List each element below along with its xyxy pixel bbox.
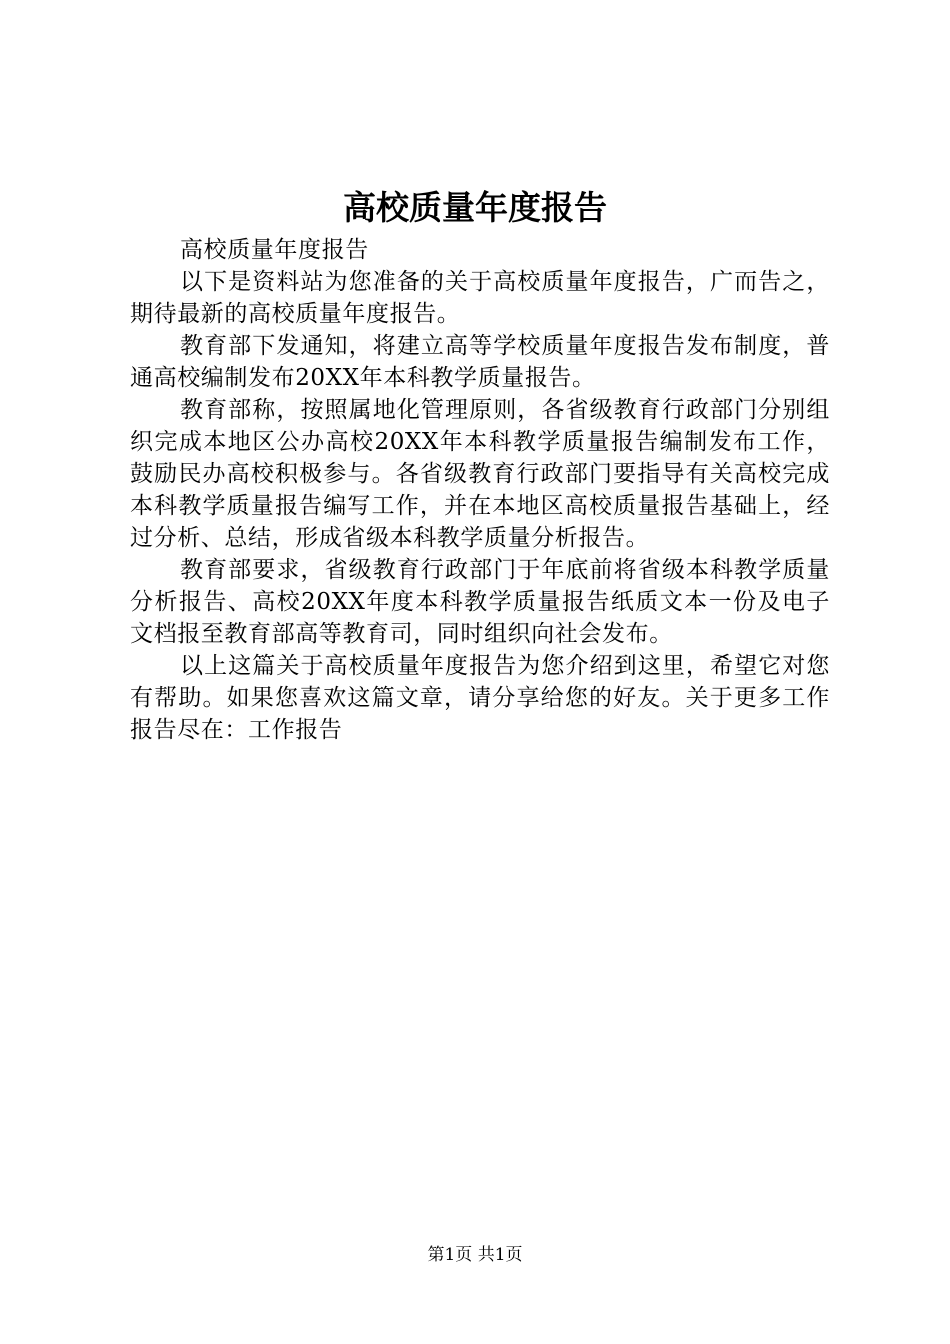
paragraph-closing: 以上这篇关于高校质量年度报告为您介绍到这里，希望它对您有帮助。如果您喜欢这篇文章，请分享给您的好友。关于更多工作报告尽在：工作报告 [130, 653, 830, 743]
paragraph-subtitle: 高校质量年度报告 [180, 237, 369, 263]
page-number-footer: 第1页 共1页 [427, 1245, 523, 1265]
paragraph-notice: 教育部下发通知，将建立高等学校质量年度报告发布制度，普通高校编制发布20XX年本科教学质量报告。 [130, 333, 830, 391]
paragraph-requirement: 教育部要求，省级教育行政部门于年底前将省级本科教学质量分析报告、高校20XX年度本科教学质量报告纸质文本一份及电子文档报至教育部高等教育司，同时组织向社会发布。 [130, 557, 830, 647]
paragraph-intro: 以下是资料站为您准备的关于高校质量年度报告，广而告之，期待最新的高校质量年度报告。 [130, 269, 830, 327]
paragraph-principle: 教育部称，按照属地化管理原则，各省级教育行政部门分别组织完成本地区公办高校20XX年本科教学质量报告编制发布工作，鼓励民办高校积极参与。各省级教育行政部门要指导有关高校完成本科教学质量报告编写工作，并在本地区高校质量报告基础上，经过分析、总结，形成省级本科教学质量分析报告。 [130, 397, 830, 551]
document-title: 高校质量年度报告 [343, 188, 607, 227]
document-body [130, 234, 830, 746]
